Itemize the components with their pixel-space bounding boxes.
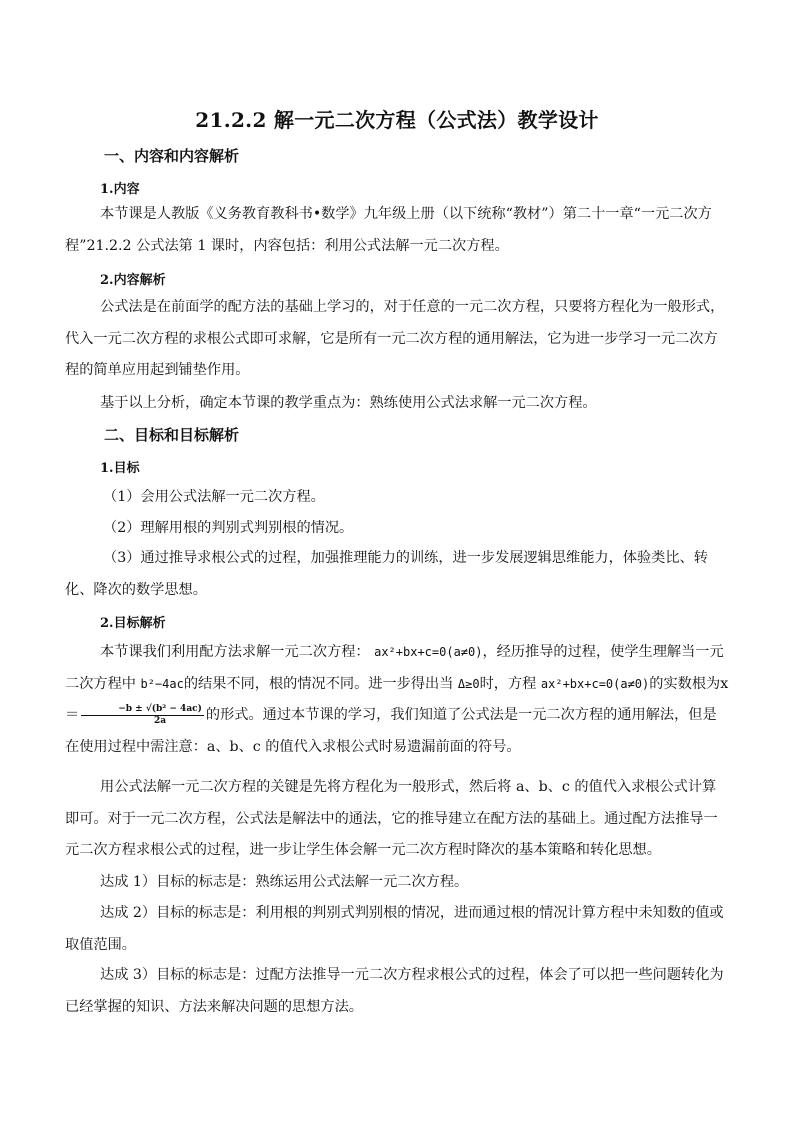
section-heading-content: 一、内容和内容解析 xyxy=(104,147,240,165)
paragraph-goal-analysis-2: 用公式法解一元二次方程的关键是先将方程化为一般形式，然后将 a、b、c 的值代入求根公式计算即可。对于一元二次方程，公式法是解法中的通法，它的推导建立在配方法的基础上。通过配方法推导一元二次方程求根公式的过程，进一步让学生体会解一元二次方程时降次的基本策略和转化思想。 xyxy=(65,779,718,858)
equation-general-form-2: ax²+bx+c=0(a≠0) xyxy=(540,676,650,691)
goal-item-2: （2）理解用根的判别式判别根的情况。 xyxy=(103,520,354,536)
paragraph-goal-analysis-1 xyxy=(65,637,729,763)
paragraph-content-analysis: 公式法是在前面学的配方法的基础上学习的，对于任意的一元二次方程，只要将方程化为一般形式，代入一元二次方程的求根公式即可求解，它是所有一元二次方程的通用解法，它为进一步学习一元二次方程的简单应用起到铺垫作用。 xyxy=(65,299,725,378)
goal-item-1: （1）会用公式法解一元二次方程。 xyxy=(103,489,325,505)
analysis-text-1: 本节课我们利用配方法求解一元二次方程： xyxy=(100,644,370,660)
analysis-text-4: 时，方程 xyxy=(479,675,537,692)
quadratic-formula-fraction xyxy=(81,704,204,727)
section-heading-goals: 二、目标和目标解析 xyxy=(104,426,240,444)
paragraph-achievement-1: 达成 1）目标的标志是：熟练运用公式法解一元二次方程。 xyxy=(100,874,469,890)
analysis-text-6: 的形式。通过本节课的学习，我们知道了公式法是一元二次方程的通用解法，但是在使用过程中需注意：a、b、c 的值代入求根公式时易遗漏前面的符号。 xyxy=(65,707,717,755)
formula-denominator: 2a xyxy=(154,715,167,726)
subheading-content-analysis: 2.内容解析 xyxy=(100,273,166,288)
document-title: 21.2.2 解一元二次方程（公式法）教学设计 xyxy=(195,108,599,132)
analysis-text-3: 的结果不同，根的情况不同。进一步得出当 xyxy=(183,675,454,692)
formula-numerator: −b ± √(b² − 4ac) xyxy=(81,704,204,716)
discriminant-expression: b²−4ac xyxy=(140,676,184,691)
paragraph-achievement-2: 达成 2）目标的标志是：利用根的判别式判别根的情况，进而通过根的情况计算方程中未知数的值或取值范围。 xyxy=(65,905,724,953)
analysis-text-2: ，经历推导的过程，使学生理解当一元二次方程中 xyxy=(65,644,724,692)
equation-general-form: ax²+bx+c=0(a≠0) xyxy=(374,645,483,659)
paragraph-achievement-3: 达成 3）目标的标志是：过配方法推导一元二次方程求根公式的过程，体会了可以把一些问题转化为已经掌握的知识、方法来解决问题的思想方法。 xyxy=(65,967,724,1015)
paragraph-teaching-focus: 基于以上分析，确定本节课的教学重点为：熟练使用公式法求解一元二次方程。 xyxy=(100,395,597,411)
paragraph-content: 本节课是人教版《义务教育教科书•数学》九年级上册（以下统称“教材”）第二十一章“一元二次方程”21.2.2 公式法第 1 课时，内容包括：利用公式法解一元二次方程。 xyxy=(65,206,712,254)
goal-item-3: （3）通过推导求根公式的过程，加强推理能力的训练，进一步发展逻辑思维能力，体验类比、转化、降次的数学思想。 xyxy=(65,550,708,598)
analysis-text-5: 的实数根为x＝ xyxy=(65,675,729,723)
subheading-goals: 1.目标 xyxy=(100,461,140,476)
subheading-content: 1.内容 xyxy=(100,182,140,197)
discriminant-condition: Δ≥0 xyxy=(457,676,480,691)
subheading-goal-analysis: 2.目标解析 xyxy=(100,616,166,631)
